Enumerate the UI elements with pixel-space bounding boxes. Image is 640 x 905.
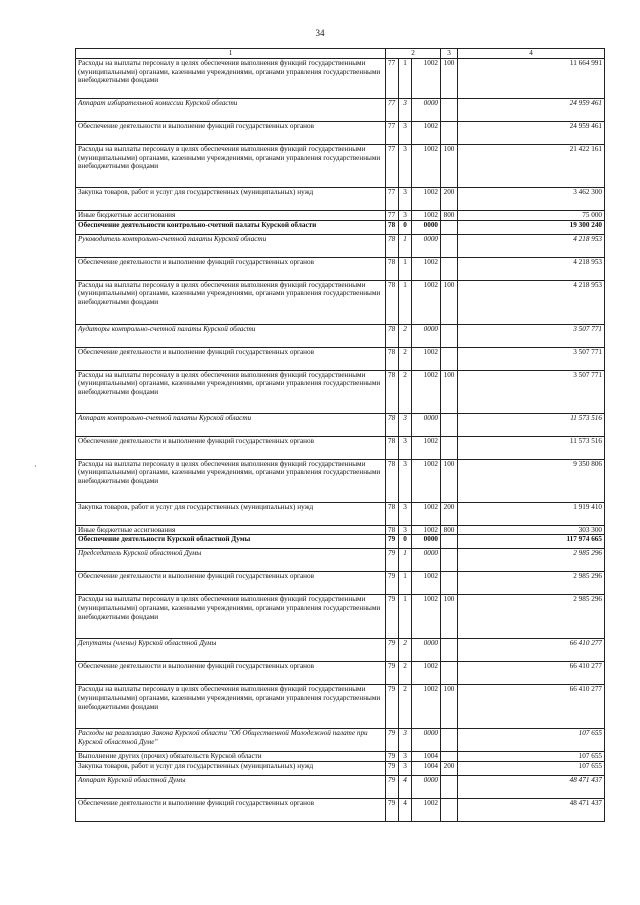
header-code: 2 [386, 49, 441, 59]
row-code-program: 79 [386, 549, 399, 572]
row-expense-type: 200 [441, 187, 458, 210]
row-code-subprogram: 3 [399, 413, 412, 436]
row-name: Закупка товаров, работ и услуг для государственных (муниципальных) нужд [76, 502, 386, 525]
table-row [76, 210, 605, 220]
row-expense-type: 100 [441, 144, 458, 187]
row-name: Расходы на выплаты персоналу в целях обеспечения выполнения функций государственными (муниципальными) органами, казенными учреждениями, органами управления государственными внебюджетными фондами [76, 595, 386, 639]
row-sum: 2 985 296 [458, 572, 605, 595]
budget-table [75, 48, 605, 822]
row-code-program: 77 [386, 98, 399, 121]
row-code-direction: 1002 [412, 662, 441, 685]
row-code-direction: 1002 [412, 187, 441, 210]
header-sum: 4 [458, 49, 605, 59]
stray-mark: · [34, 462, 37, 471]
row-code-direction: 1002 [412, 595, 441, 639]
table-row [76, 595, 605, 639]
row-sum: 3 507 771 [458, 370, 605, 413]
row-code-program: 78 [386, 257, 399, 280]
row-sum: 107 655 [458, 752, 605, 762]
row-code-subprogram: 0 [399, 220, 412, 234]
table-row [76, 502, 605, 525]
row-code-program: 77 [386, 144, 399, 187]
table-row [76, 459, 605, 502]
table-row [76, 685, 605, 729]
row-code-subprogram: 3 [399, 210, 412, 220]
row-name: Выполнение других (прочих) обязательств Курской области [76, 752, 386, 762]
row-expense-type [441, 799, 458, 822]
row-expense-type [441, 98, 458, 121]
row-code-subprogram: 3 [399, 762, 412, 776]
table-row [76, 572, 605, 595]
row-name: Аудиторы контрольно-счетной палаты Курской области [76, 324, 386, 347]
row-name: Расходы на выплаты персоналу в целях обеспечения выполнения функций государственными (муниципальными) органами, казенными учреждениями, органами управления государственными внебюджетными фондами [76, 370, 386, 413]
table-row [76, 535, 605, 549]
row-code-direction: 0000 [412, 639, 441, 662]
row-sum: 11 573 516 [458, 436, 605, 459]
row-code-program: 79 [386, 595, 399, 639]
row-code-direction: 1002 [412, 58, 441, 98]
table-row [76, 257, 605, 280]
row-code-direction: 0000 [412, 776, 441, 799]
table-row [76, 58, 605, 98]
row-code-subprogram: 3 [399, 459, 412, 502]
header-expense-type: 3 [441, 49, 458, 59]
row-expense-type [441, 220, 458, 234]
row-expense-type [441, 257, 458, 280]
table-row [76, 762, 605, 776]
row-code-direction: 1004 [412, 752, 441, 762]
row-code-program: 79 [386, 535, 399, 549]
row-code-subprogram: 3 [399, 752, 412, 762]
row-expense-type [441, 662, 458, 685]
row-name: Председатель Курской областной Думы [76, 549, 386, 572]
row-code-subprogram: 3 [399, 729, 412, 752]
row-name: Обеспечение деятельности и выполнение функций государственных органов [76, 347, 386, 370]
row-code-program: 77 [386, 121, 399, 144]
row-code-direction: 0000 [412, 535, 441, 549]
row-code-direction: 1002 [412, 502, 441, 525]
row-code-direction: 1002 [412, 370, 441, 413]
row-name: Аппарат избирательной комиссии Курской области [76, 98, 386, 121]
row-code-direction: 1002 [412, 210, 441, 220]
row-name: Депутаты (члены) Курской областной Думы [76, 639, 386, 662]
row-code-program: 78 [386, 220, 399, 234]
row-expense-type: 100 [441, 370, 458, 413]
table-row [76, 776, 605, 799]
row-code-program: 79 [386, 762, 399, 776]
row-code-subprogram: 1 [399, 58, 412, 98]
row-expense-type [441, 549, 458, 572]
row-expense-type [441, 572, 458, 595]
row-sum: 48 471 437 [458, 799, 605, 822]
row-name: Аппарат Курской областной Думы [76, 776, 386, 799]
table-row [76, 280, 605, 324]
row-name: Закупка товаров, работ и услуг для государственных (муниципальных) нужд [76, 762, 386, 776]
row-expense-type: 200 [441, 502, 458, 525]
row-code-program: 78 [386, 459, 399, 502]
row-sum: 19 300 240 [458, 220, 605, 234]
row-name: Расходы на выплаты персоналу в целях обеспечения выполнения функций государственными (муниципальными) органами, казенными учреждениями, органами управления государственными внебюджетными фондами [76, 58, 386, 98]
table-row [76, 662, 605, 685]
row-sum: 303 300 [458, 525, 605, 535]
row-sum: 3 507 771 [458, 347, 605, 370]
row-name: Обеспечение деятельности и выполнение функций государственных органов [76, 572, 386, 595]
table-row [76, 525, 605, 535]
row-code-subprogram: 2 [399, 662, 412, 685]
row-sum: 48 471 437 [458, 776, 605, 799]
row-code-subprogram: 3 [399, 144, 412, 187]
table-row [76, 799, 605, 822]
row-name: Иные бюджетные ассигнования [76, 525, 386, 535]
row-code-subprogram: 2 [399, 370, 412, 413]
row-code-subprogram: 2 [399, 347, 412, 370]
row-sum: 117 974 665 [458, 535, 605, 549]
row-expense-type [441, 436, 458, 459]
row-name: Расходы на выплаты персоналу в целях обеспечения выполнения функций государственными (муниципальными) органами, казенными учреждениями, органами управления государственными внебюджетными фондами [76, 280, 386, 324]
row-code-program: 79 [386, 729, 399, 752]
row-code-program: 78 [386, 280, 399, 324]
row-code-program: 78 [386, 525, 399, 535]
row-name: Аппарат контрольно-счетной палаты Курской области [76, 413, 386, 436]
row-expense-type: 200 [441, 762, 458, 776]
row-code-subprogram: 3 [399, 187, 412, 210]
row-code-direction: 1002 [412, 257, 441, 280]
table-row [76, 436, 605, 459]
table-row [76, 220, 605, 234]
table-row [76, 347, 605, 370]
row-expense-type: 100 [441, 595, 458, 639]
header-name: 1 [76, 49, 386, 59]
row-code-subprogram: 1 [399, 257, 412, 280]
row-sum: 2 985 296 [458, 549, 605, 572]
row-code-subprogram: 1 [399, 572, 412, 595]
row-code-subprogram: 2 [399, 685, 412, 729]
row-sum: 3 462 300 [458, 187, 605, 210]
row-code-direction: 1004 [412, 762, 441, 776]
row-code-program: 77 [386, 187, 399, 210]
row-sum: 66 410 277 [458, 662, 605, 685]
row-code-direction: 1002 [412, 799, 441, 822]
row-sum: 21 422 161 [458, 144, 605, 187]
row-expense-type [441, 752, 458, 762]
row-code-direction: 0000 [412, 234, 441, 257]
row-name: Обеспечение деятельности контрольно-счетной палаты Курской области [76, 220, 386, 234]
page-number: 34 [315, 28, 325, 38]
row-code-program: 79 [386, 639, 399, 662]
row-code-subprogram: 2 [399, 324, 412, 347]
row-name: Обеспечение деятельности и выполнение функций государственных органов [76, 799, 386, 822]
row-code-direction: 1002 [412, 347, 441, 370]
row-sum: 4 218 953 [458, 257, 605, 280]
row-code-direction: 0000 [412, 729, 441, 752]
row-sum: 4 218 953 [458, 280, 605, 324]
row-code-direction: 1002 [412, 572, 441, 595]
row-code-subprogram: 4 [399, 799, 412, 822]
table-row [76, 234, 605, 257]
row-code-program: 77 [386, 210, 399, 220]
row-code-program: 79 [386, 572, 399, 595]
table-row [76, 729, 605, 752]
table-row [76, 144, 605, 187]
row-sum: 3 507 771 [458, 324, 605, 347]
row-code-subprogram: 3 [399, 436, 412, 459]
row-name: Расходы на выплаты персоналу в целях обеспечения выполнения функций государственными (муниципальными) органами, казенными учреждениями, органами управления государственными внебюджетными фондами [76, 459, 386, 502]
table-body [76, 58, 605, 821]
row-code-direction: 0000 [412, 98, 441, 121]
row-expense-type [441, 413, 458, 436]
row-expense-type: 800 [441, 210, 458, 220]
row-code-direction: 0000 [412, 220, 441, 234]
row-expense-type [441, 639, 458, 662]
row-name: Обеспечение деятельности и выполнение функций государственных органов [76, 662, 386, 685]
row-code-program: 79 [386, 662, 399, 685]
row-code-direction: 1002 [412, 525, 441, 535]
row-code-subprogram: 1 [399, 595, 412, 639]
row-code-program: 78 [386, 436, 399, 459]
row-sum: 66 410 277 [458, 639, 605, 662]
row-expense-type [441, 324, 458, 347]
row-code-subprogram: 3 [399, 121, 412, 144]
table-row [76, 370, 605, 413]
row-code-subprogram: 1 [399, 549, 412, 572]
row-code-program: 78 [386, 413, 399, 436]
row-code-direction: 1002 [412, 436, 441, 459]
row-code-subprogram: 1 [399, 280, 412, 324]
table-row [76, 639, 605, 662]
row-name: Руководитель контрольно-счетной палаты Курской области [76, 234, 386, 257]
row-sum: 4 218 953 [458, 234, 605, 257]
row-code-subprogram: 3 [399, 525, 412, 535]
row-code-direction: 0000 [412, 549, 441, 572]
row-expense-type: 800 [441, 525, 458, 535]
row-expense-type: 100 [441, 280, 458, 324]
row-name: Обеспечение деятельности Курской областной Думы [76, 535, 386, 549]
row-code-program: 78 [386, 234, 399, 257]
row-code-direction: 1002 [412, 459, 441, 502]
row-expense-type [441, 729, 458, 752]
row-code-direction: 1002 [412, 280, 441, 324]
row-code-direction: 0000 [412, 413, 441, 436]
row-sum: 107 655 [458, 729, 605, 752]
row-expense-type: 100 [441, 58, 458, 98]
row-name: Обеспечение деятельности и выполнение функций государственных органов [76, 121, 386, 144]
row-code-program: 78 [386, 370, 399, 413]
row-code-program: 79 [386, 776, 399, 799]
table-header-row [76, 49, 605, 59]
table-row [76, 187, 605, 210]
row-name: Обеспечение деятельности и выполнение функций государственных органов [76, 436, 386, 459]
row-sum: 2 985 296 [458, 595, 605, 639]
row-sum: 75 000 [458, 210, 605, 220]
row-sum: 24 959 461 [458, 121, 605, 144]
row-name: Расходы на выплаты персоналу в целях обеспечения выполнения функций государственными (муниципальными) органами, казенными учреждениями, органами управления государственными внебюджетными фондами [76, 685, 386, 729]
row-code-program: 79 [386, 685, 399, 729]
table-row [76, 752, 605, 762]
table-row [76, 121, 605, 144]
row-expense-type: 100 [441, 459, 458, 502]
row-expense-type [441, 234, 458, 257]
row-code-subprogram: 3 [399, 98, 412, 121]
row-code-program: 79 [386, 752, 399, 762]
row-expense-type [441, 776, 458, 799]
row-sum: 11 664 991 [458, 58, 605, 98]
row-code-direction: 1002 [412, 685, 441, 729]
row-code-program: 79 [386, 799, 399, 822]
row-code-subprogram: 4 [399, 776, 412, 799]
table-row [76, 413, 605, 436]
row-sum: 66 410 277 [458, 685, 605, 729]
row-code-program: 78 [386, 502, 399, 525]
table-row [76, 98, 605, 121]
row-code-subprogram: 0 [399, 535, 412, 549]
row-sum: 24 959 461 [458, 98, 605, 121]
row-name: Иные бюджетные ассигнования [76, 210, 386, 220]
row-code-direction: 0000 [412, 324, 441, 347]
row-code-subprogram: 3 [399, 502, 412, 525]
row-code-subprogram: 2 [399, 639, 412, 662]
row-code-direction: 1002 [412, 144, 441, 187]
row-expense-type: 100 [441, 685, 458, 729]
row-code-program: 77 [386, 58, 399, 98]
row-name: Обеспечение деятельности и выполнение функций государственных органов [76, 257, 386, 280]
row-sum: 11 573 516 [458, 413, 605, 436]
row-name: Закупка товаров, работ и услуг для государственных (муниципальных) нужд [76, 187, 386, 210]
row-expense-type [441, 347, 458, 370]
table-row [76, 549, 605, 572]
row-code-direction: 1002 [412, 121, 441, 144]
row-name: Расходы на реализацию Закона Курской области "Об Общественной Молодежной палате при Курской областной Думе" [76, 729, 386, 752]
row-expense-type [441, 121, 458, 144]
row-code-program: 78 [386, 324, 399, 347]
row-code-subprogram: 1 [399, 234, 412, 257]
row-code-program: 78 [386, 347, 399, 370]
row-expense-type [441, 535, 458, 549]
row-name: Расходы на выплаты персоналу в целях обеспечения выполнения функций государственными (муниципальными) органами, казенными учреждениями, органами управления государственными внебюджетными фондами [76, 144, 386, 187]
table-row [76, 324, 605, 347]
row-sum: 107 655 [458, 762, 605, 776]
row-sum: 1 919 410 [458, 502, 605, 525]
row-sum: 9 350 806 [458, 459, 605, 502]
